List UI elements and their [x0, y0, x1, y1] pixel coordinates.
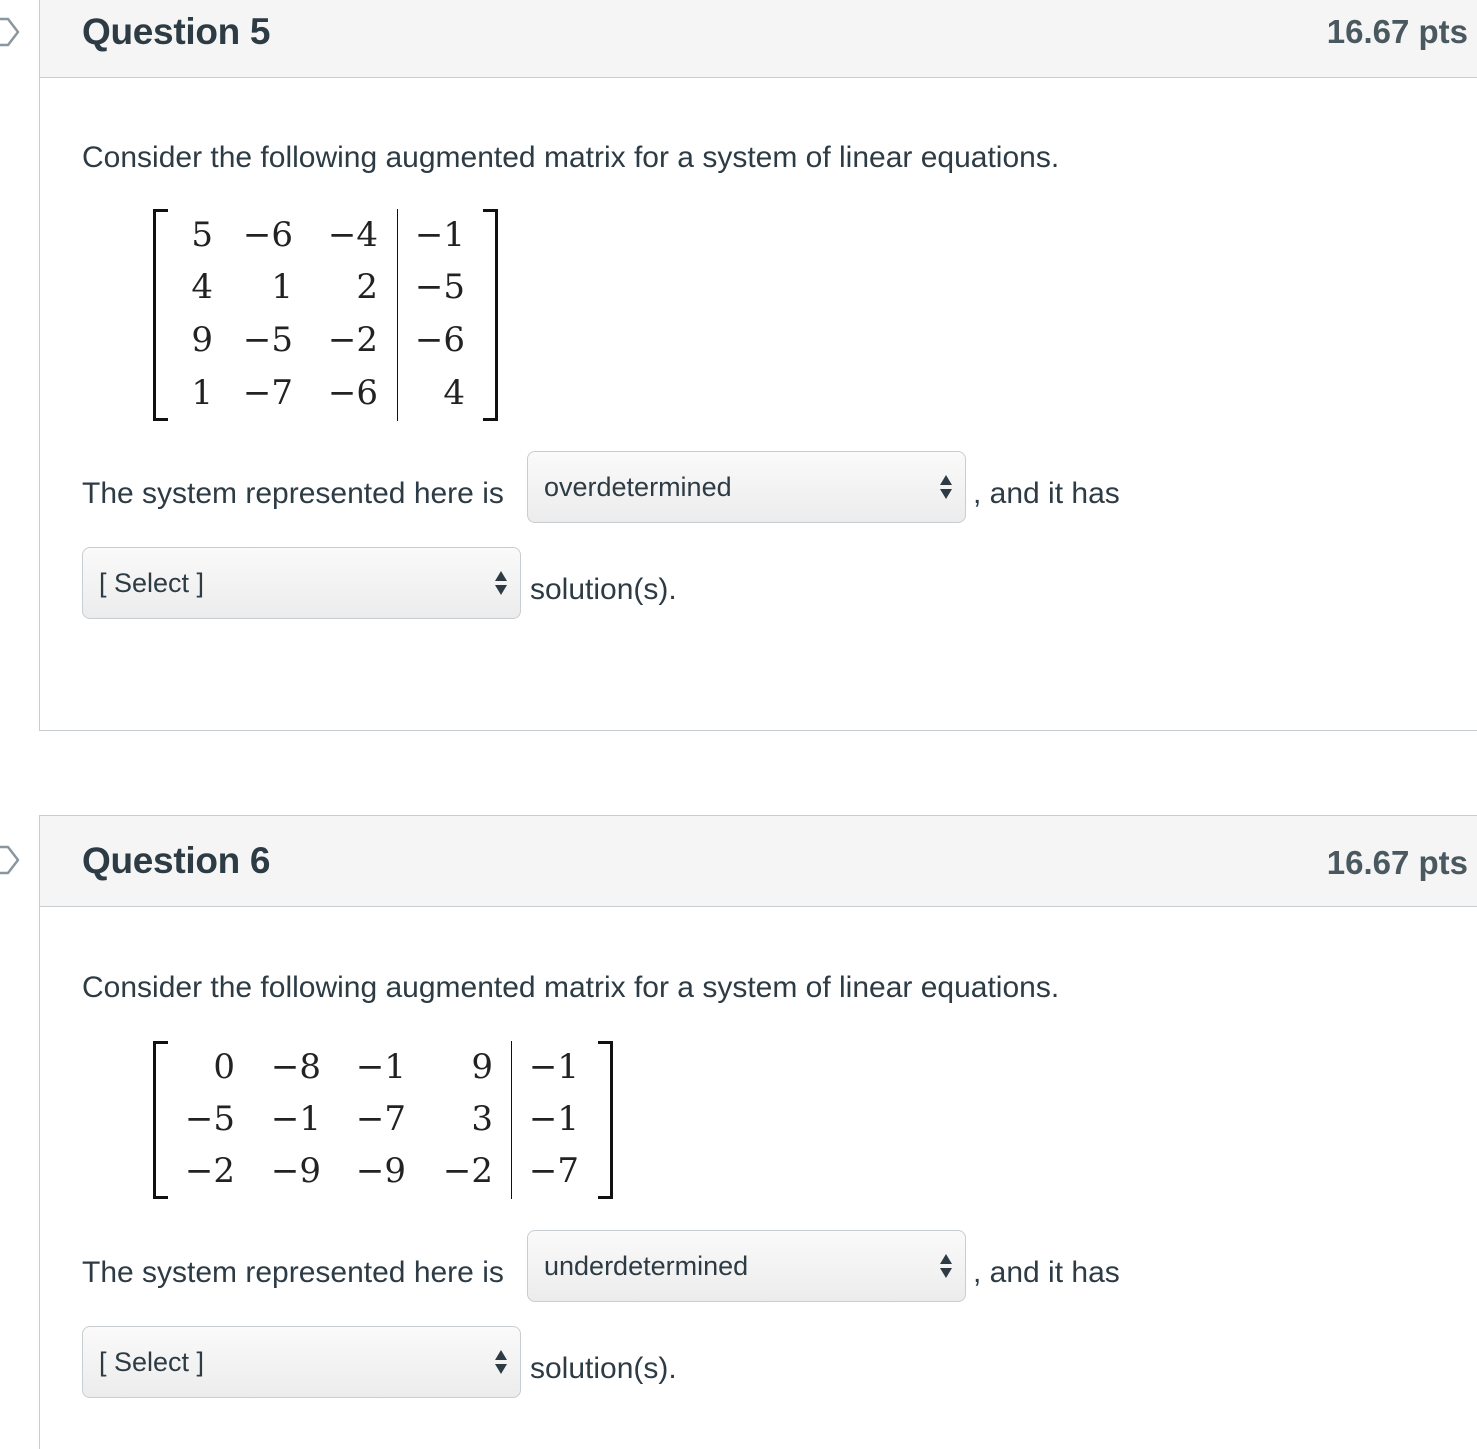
matrix-cell: 1 [191, 373, 213, 413]
question-prompt: Consider the following augmented matrix for a system of linear equations. [82, 141, 1060, 174]
matrix-cell: −6 [414, 320, 465, 360]
question-header [40, 816, 1477, 907]
select-value: [ Select ] [99, 1347, 205, 1377]
matrix-cell: 9 [471, 1047, 493, 1087]
matrix-cell: −5 [184, 1099, 235, 1139]
matrix-cell: −1 [355, 1047, 406, 1087]
question-5 [39, 0, 1477, 731]
matrix-cell: −2 [327, 320, 378, 360]
select-arrows-icon [494, 570, 508, 596]
matrix-right-bracket [598, 1041, 613, 1199]
matrix-cell: −7 [242, 373, 293, 413]
augmentation-line [397, 209, 398, 421]
solution-count-select[interactable] [82, 1326, 521, 1398]
question-points: 16.67 pts [1326, 13, 1468, 50]
system-type-select[interactable] [527, 1230, 966, 1302]
matrix-cell: −7 [355, 1099, 406, 1139]
matrix-cell: −4 [327, 215, 378, 255]
question-header [40, 0, 1477, 78]
question-6 [39, 815, 1477, 1449]
question-prompt: Consider the following augmented matrix for a system of linear equations. [82, 971, 1060, 1004]
matrix-cell: −9 [270, 1151, 321, 1191]
question-flag-icon[interactable] [0, 15, 20, 49]
matrix-cell: 5 [191, 215, 213, 255]
matrix-left-bracket [153, 209, 168, 421]
matrix-cell: −5 [242, 320, 293, 360]
matrix-cell: −9 [355, 1151, 406, 1191]
matrix-cell: 3 [471, 1099, 493, 1139]
augmentation-line [511, 1041, 512, 1199]
sentence-part-2: , and it has [973, 1256, 1120, 1289]
sentence-part-3: solution(s). [530, 573, 677, 606]
matrix-cell: −1 [528, 1047, 579, 1087]
matrix-left-bracket [153, 1041, 168, 1199]
solution-count-select[interactable] [82, 547, 521, 619]
select-arrows-icon [494, 1349, 508, 1375]
augmented-matrix [153, 1041, 613, 1199]
select-value: overdetermined [544, 472, 732, 502]
matrix-cell: −8 [270, 1047, 321, 1087]
sentence-part-1: The system represented here is [82, 477, 504, 510]
matrix-cell: 0 [213, 1047, 235, 1087]
matrix-cell: −5 [414, 267, 465, 307]
matrix-cell: 2 [356, 267, 378, 307]
augmented-matrix [153, 209, 498, 421]
sentence-part-3: solution(s). [530, 1352, 677, 1385]
select-arrows-icon [939, 1253, 953, 1279]
system-type-select[interactable] [527, 451, 966, 523]
matrix-cell: −2 [184, 1151, 235, 1191]
question-points: 16.67 pts [1326, 844, 1468, 881]
select-value: underdetermined [544, 1251, 749, 1281]
select-value: [ Select ] [99, 568, 205, 598]
matrix-cell: 4 [443, 373, 465, 413]
question-title: Question 5 [82, 11, 271, 52]
matrix-cell: −6 [327, 373, 378, 413]
select-arrows-icon [939, 474, 953, 500]
matrix-right-bracket [483, 209, 498, 421]
sentence-part-1: The system represented here is [82, 1256, 504, 1289]
matrix-cell: −2 [442, 1151, 493, 1191]
matrix-cell: 9 [191, 320, 213, 360]
sentence-part-2: , and it has [973, 477, 1120, 510]
matrix-cell: −7 [528, 1151, 579, 1191]
matrix-cell: −1 [528, 1099, 579, 1139]
matrix-cell: −1 [270, 1099, 321, 1139]
matrix-cell: 4 [191, 267, 213, 307]
matrix-cell: 1 [271, 267, 293, 307]
question-title: Question 6 [82, 840, 271, 881]
question-flag-icon[interactable] [0, 843, 20, 877]
matrix-cell: −6 [242, 215, 293, 255]
matrix-cell: −1 [414, 215, 465, 255]
